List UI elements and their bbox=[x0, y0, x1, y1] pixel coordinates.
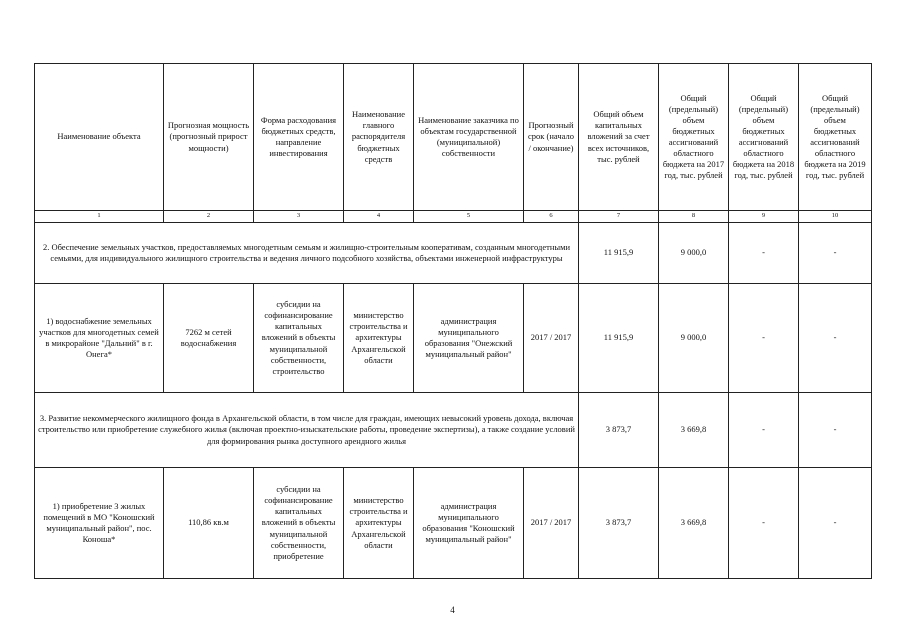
budget-2019-value: - bbox=[799, 223, 872, 284]
section-row bbox=[35, 393, 872, 468]
column-number: 1 bbox=[35, 211, 164, 223]
investment-table bbox=[34, 63, 872, 579]
total-value: 11 915,9 bbox=[579, 223, 659, 284]
table-header-row bbox=[35, 64, 872, 211]
column-number: 10 bbox=[799, 211, 872, 223]
budget-2019-value: - bbox=[799, 468, 872, 579]
budget-2018-value: - bbox=[729, 468, 799, 579]
page-number: 4 bbox=[450, 605, 455, 615]
period-cell: 2017 / 2017 bbox=[524, 468, 579, 579]
header-cell: Прогнозная мощность (прогнозный прирост мощности) bbox=[164, 64, 254, 211]
total-value: 11 915,9 bbox=[579, 284, 659, 393]
column-number: 5 bbox=[414, 211, 524, 223]
budget-2017-value: 3 669,8 bbox=[659, 468, 729, 579]
budget-2017-value: 3 669,8 bbox=[659, 393, 729, 468]
section-title: 2. Обеспечение земельных участков, предоставляемых многодетным семьям и жилищно-строительным кооперативам, созданным многодетными семьями, для индивидуального жилищного строительства и ведения личного подсобного хозяйства, объектами инженерной инфраструктуры bbox=[35, 223, 579, 284]
header-cell: Наименование заказчика по объектам государственной (муниципальной) собственности bbox=[414, 64, 524, 211]
form-cell: субсидии на софинансирование капитальных вложений в объекты муниципальной собственности, приобретение bbox=[254, 468, 344, 579]
column-number: 9 bbox=[729, 211, 799, 223]
column-number: 4 bbox=[344, 211, 414, 223]
capacity-cell: 110,86 кв.м bbox=[164, 468, 254, 579]
budget-2019-value: - bbox=[799, 284, 872, 393]
distributor-cell: министерство строительства и архитектуры Архангельской области bbox=[344, 284, 414, 393]
header-cell: Наименование объекта bbox=[35, 64, 164, 211]
customer-cell: администрация муниципального образования "Коношский муниципальный район" bbox=[414, 468, 524, 579]
column-number: 7 bbox=[579, 211, 659, 223]
distributor-cell: министерство строительства и архитектуры Архангельской области bbox=[344, 468, 414, 579]
header-cell: Общий (предельный) объем бюджетных ассигнований областного бюджета на 2017 год, тыс. рублей bbox=[659, 64, 729, 211]
column-number: 3 bbox=[254, 211, 344, 223]
budget-2017-value: 9 000,0 bbox=[659, 284, 729, 393]
header-cell: Прогнозный срок (начало / окончание) bbox=[524, 64, 579, 211]
period-cell: 2017 / 2017 bbox=[524, 284, 579, 393]
table-row bbox=[35, 468, 872, 579]
header-cell: Общий (предельный) объем бюджетных ассигнований областного бюджета на 2019 год, тыс. рублей bbox=[799, 64, 872, 211]
budget-2018-value: - bbox=[729, 393, 799, 468]
header-cell: Форма расходования бюджетных средств, направление инвестирования bbox=[254, 64, 344, 211]
capacity-cell: 7262 м сетей водоснабжения bbox=[164, 284, 254, 393]
table-row bbox=[35, 284, 872, 393]
header-cell: Общий (предельный) объем бюджетных ассигнований областного бюджета на 2018 год, тыс. рублей bbox=[729, 64, 799, 211]
header-cell: Наименование главного распорядителя бюджетных средств bbox=[344, 64, 414, 211]
column-number: 2 bbox=[164, 211, 254, 223]
object-name: 1) водоснабжение земельных участков для многодетных семей в микрорайоне "Дальний" в г. Онега* bbox=[35, 284, 164, 393]
budget-2017-value: 9 000,0 bbox=[659, 223, 729, 284]
budget-2018-value: - bbox=[729, 223, 799, 284]
budget-2018-value: - bbox=[729, 284, 799, 393]
column-number: 8 bbox=[659, 211, 729, 223]
header-cell: Общий объем капитальных вложений за счет всех источников, тыс. рублей bbox=[579, 64, 659, 211]
section-title: 3. Развитие некоммерческого жилищного фонда в Архангельской области, в том числе для граждан, имеющих невысокий уровень дохода, включая строительство или приобретение служебного жилья (включая проектно-изыскательские работы, проведение экспертизы), а также создание условий для формирования рынка доступного арендного жилья bbox=[35, 393, 579, 468]
total-value: 3 873,7 bbox=[579, 393, 659, 468]
column-number-row bbox=[35, 211, 872, 223]
object-name: 1) приобретение 3 жилых помещений в МО "Коношский муниципальный район", пос. Коноша* bbox=[35, 468, 164, 579]
total-value: 3 873,7 bbox=[579, 468, 659, 579]
form-cell: субсидии на софинансирование капитальных вложений в объекты муниципальной собственности, строительство bbox=[254, 284, 344, 393]
budget-2019-value: - bbox=[799, 393, 872, 468]
column-number: 6 bbox=[524, 211, 579, 223]
customer-cell: администрация муниципального образования "Онежский муниципальный район" bbox=[414, 284, 524, 393]
section-row bbox=[35, 223, 872, 284]
